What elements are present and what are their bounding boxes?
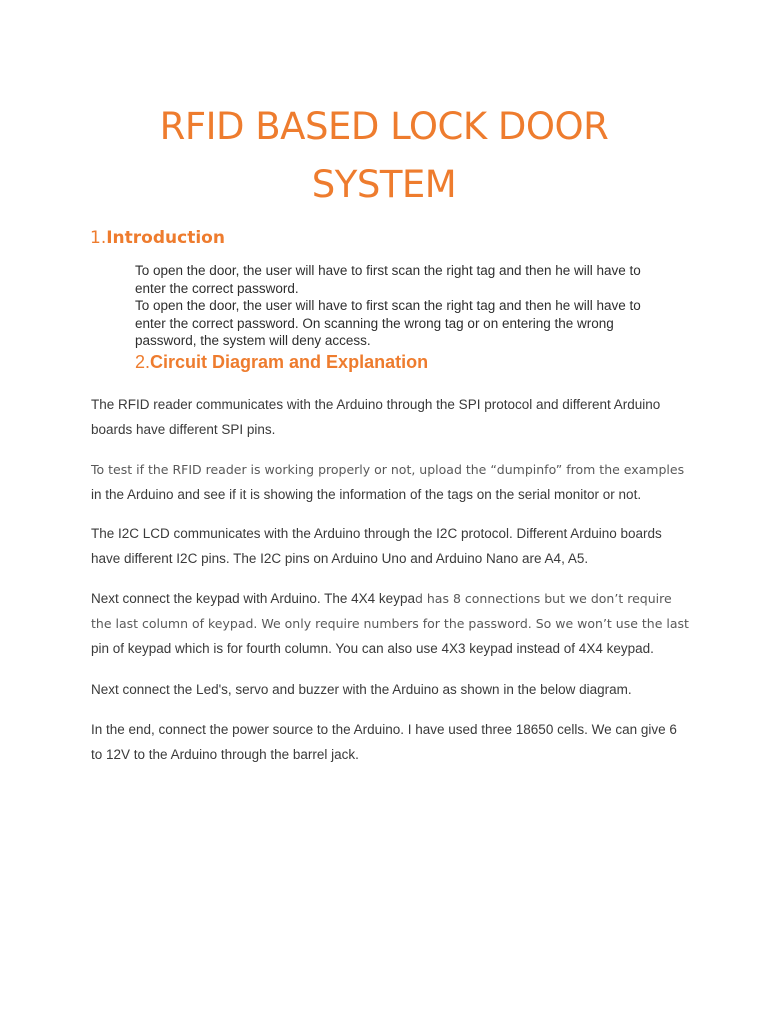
section-title: Introduction bbox=[106, 228, 225, 248]
paragraph-keypad-part-3: pin of keypad which is for fourth column. You can also use 4X3 keypad instead of 4X4 keypad. bbox=[91, 641, 654, 656]
section-heading-circuit bbox=[135, 352, 428, 373]
paragraph-test-rfid bbox=[91, 457, 691, 507]
paragraph-i2c: The I2C LCD communicates with the Arduino through the I2C protocol. Different Arduino boards have different I2C pins. The I2C pins on Arduino Uno and Arduino Nano are A4, A5. bbox=[91, 526, 662, 566]
paragraph-power: In the end, connect the power source to the Arduino. I have used three 18650 cells. We can give 6 to 12V to the Arduino through the barrel jack. bbox=[91, 722, 677, 762]
paragraph-leds: Next connect the Led's, servo and buzzer with the Arduino as shown in the below diagram. bbox=[91, 682, 632, 697]
paragraph-keypad-part-1: Next connect the keypad with Arduino. The 4X4 keypa bbox=[91, 591, 415, 606]
section-number: 2. bbox=[135, 352, 151, 372]
document-title bbox=[0, 98, 768, 214]
introduction-text bbox=[135, 262, 675, 350]
section-number: 1. bbox=[90, 228, 107, 248]
title-line-2: SYSTEM bbox=[311, 163, 457, 206]
paragraph-test-part-2: in the Arduino and see if it is showing the information of the tags on the serial monitor or not. bbox=[91, 487, 642, 502]
paragraph-keypad bbox=[91, 586, 691, 661]
paragraph-keypad-part-2: d has 8 connections but we don’t require the last column of keypad. We only require numbers for the password. So we won’t use the last bbox=[91, 591, 689, 631]
section-title: Circuit Diagram and Explanation bbox=[150, 352, 429, 372]
paragraph-test-part-1: To test if the RFID reader is working properly or not, upload the “dumpinfo” from the examples bbox=[91, 462, 685, 477]
intro-paragraph-1: To open the door, the user will have to first scan the right tag and then he will have to enter the correct password. bbox=[135, 263, 641, 296]
section-heading-introduction bbox=[90, 228, 225, 248]
title-line-1: RFID BASED LOCK DOOR bbox=[159, 105, 609, 148]
paragraph-spi: The RFID reader communicates with the Arduino through the SPI protocol and different Arduino boards have different SPI pins. bbox=[91, 397, 661, 437]
intro-paragraph-2: To open the door, the user will have to first scan the right tag and then he will have to enter the correct password. On scanning the wrong tag or on entering the wrong password, the system will deny access. bbox=[135, 298, 641, 348]
